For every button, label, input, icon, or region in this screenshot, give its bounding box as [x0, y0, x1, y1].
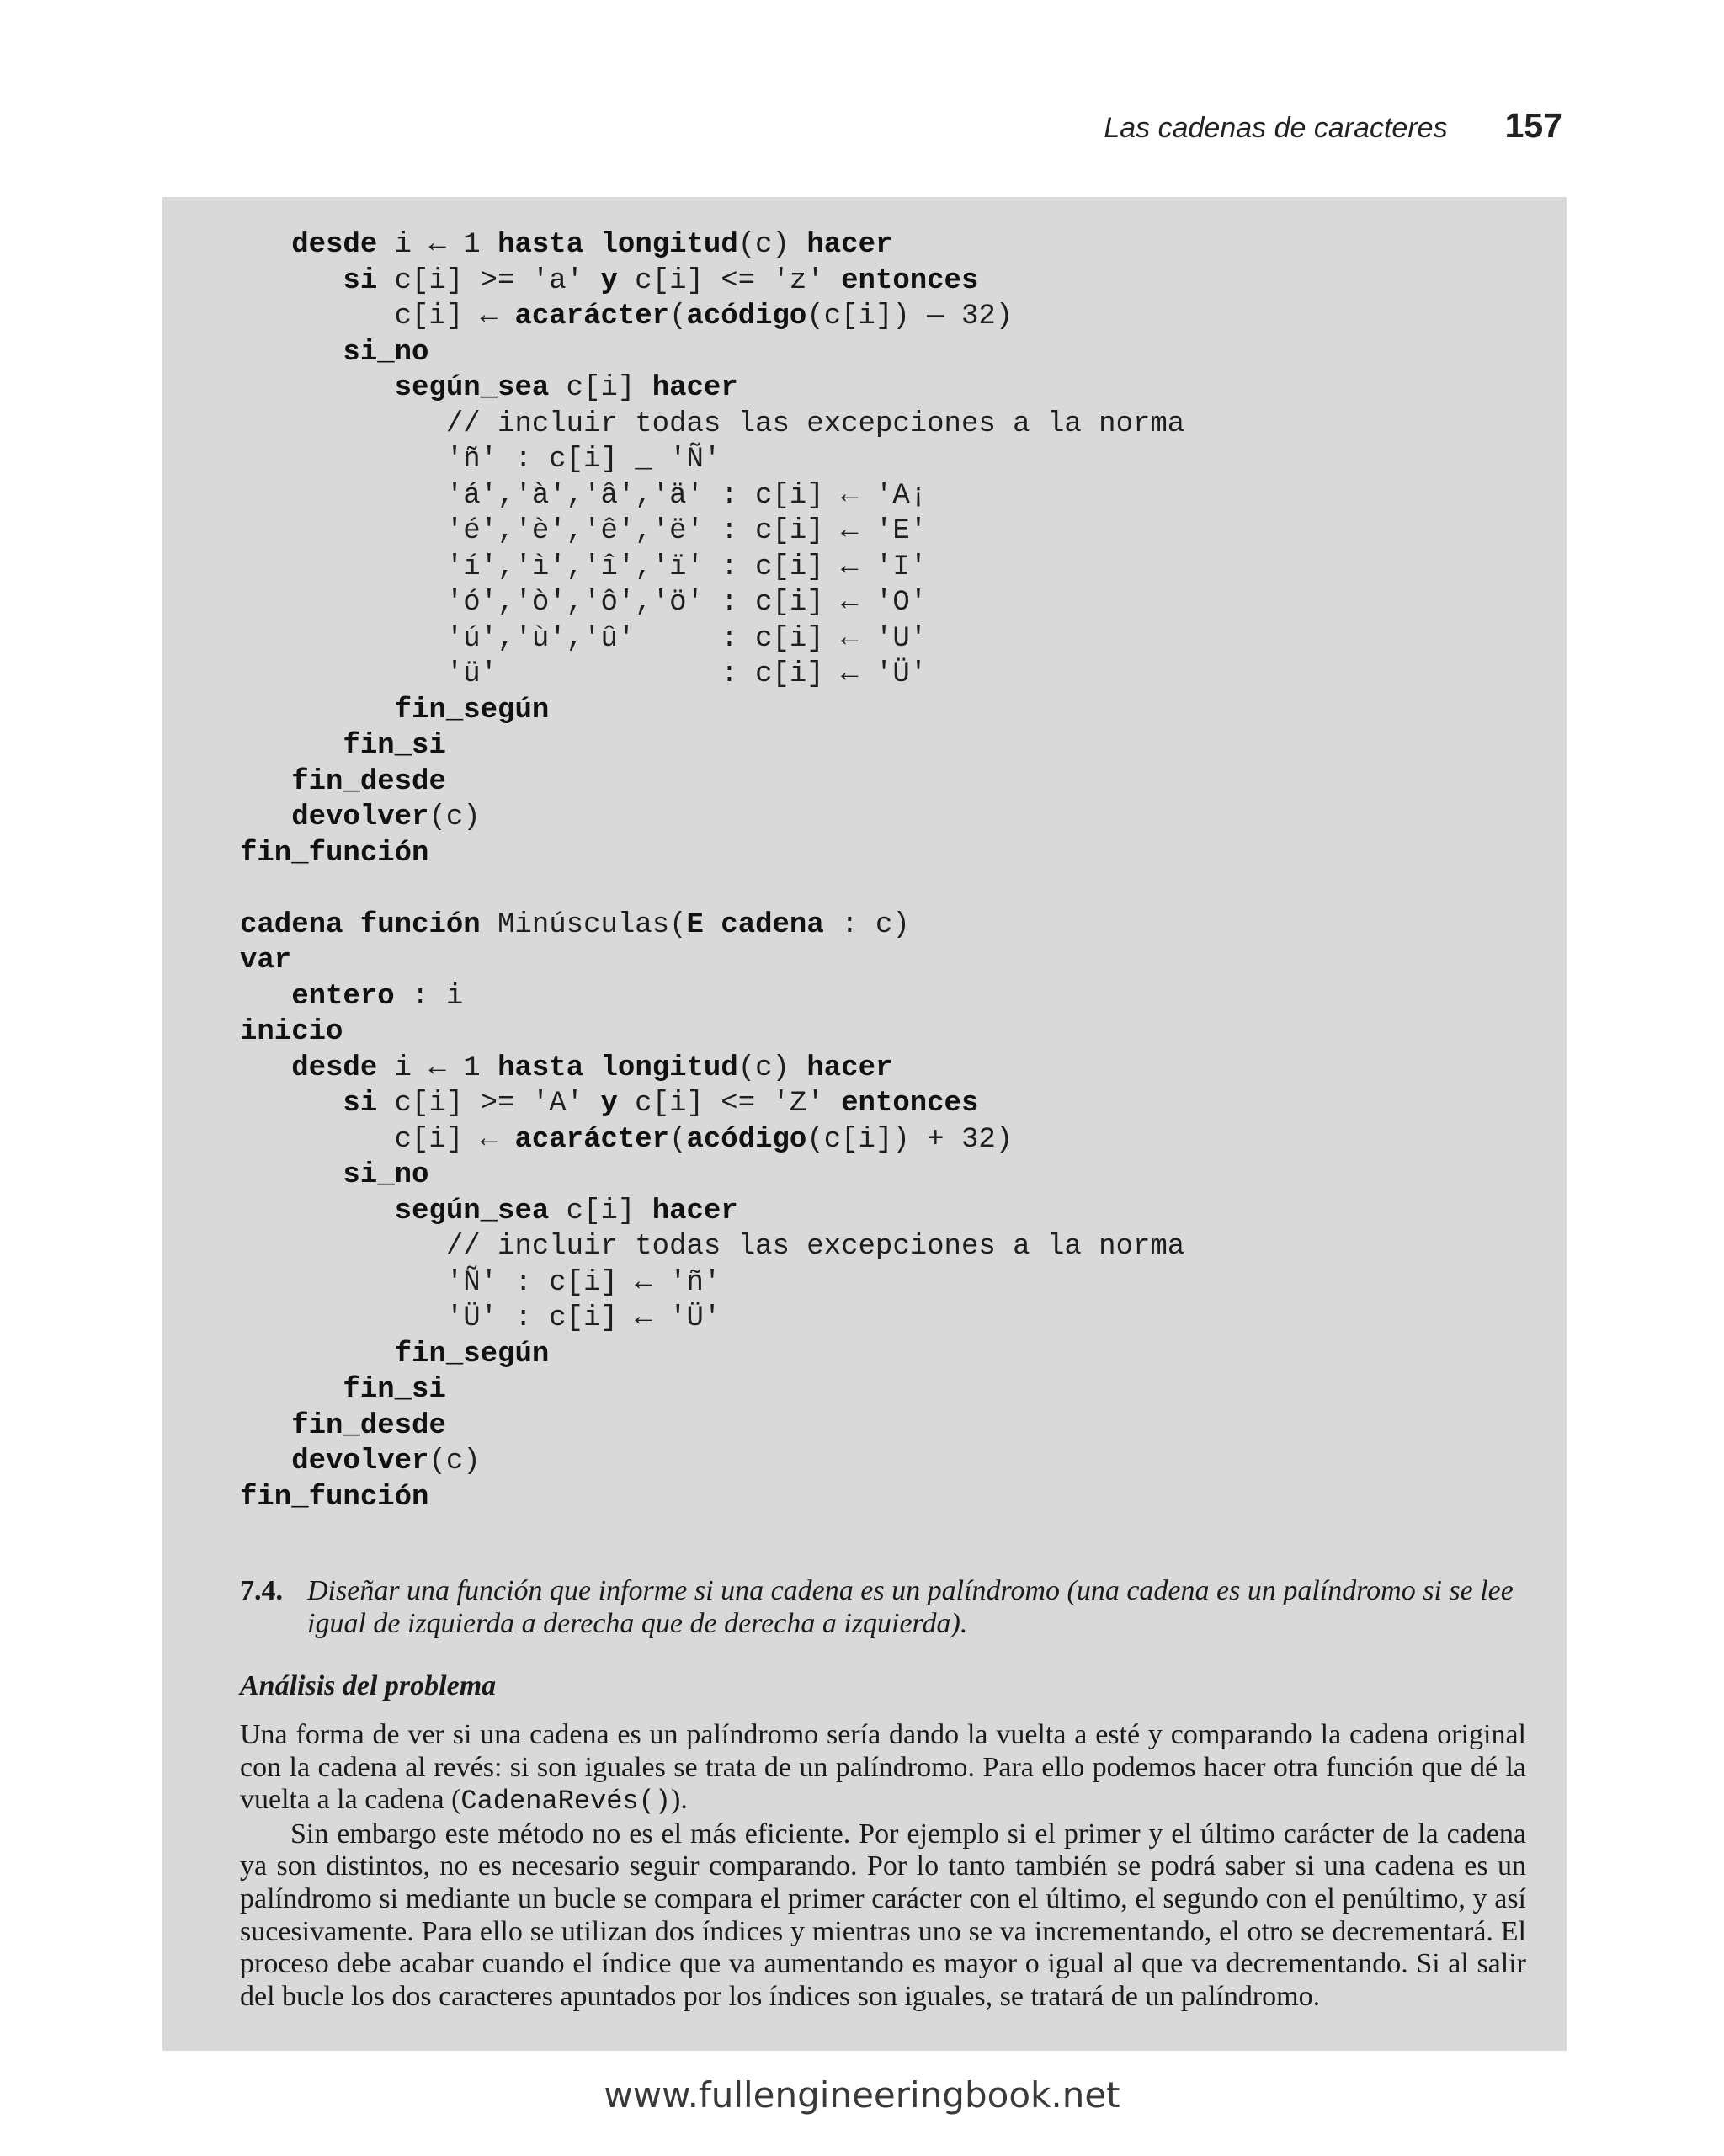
code-keyword: fin_según [394, 1338, 550, 1371]
code-line [240, 550, 1184, 586]
code-line [240, 514, 1184, 550]
pseudocode-block [240, 227, 1184, 1515]
code-text: 'á','à','â','ä' : c[i] ← 'A¡ [240, 479, 928, 512]
code-keyword: según_sea [394, 1195, 550, 1227]
footer-url: www.fullengineeringbook.net [604, 2074, 1120, 2116]
code-keyword: fin_función [240, 1481, 429, 1514]
running-header [1104, 106, 1562, 146]
code-text [240, 1159, 343, 1191]
code-text [240, 1445, 291, 1477]
code-keyword: longitud [600, 1051, 738, 1084]
code-text: : c) [823, 908, 910, 941]
code-text [240, 1052, 291, 1084]
code-text: c[i] >= 'a' [377, 264, 601, 297]
code-keyword: cadena [240, 908, 343, 941]
exercise-statement [240, 1574, 1536, 1640]
code-keyword: entonces [841, 264, 979, 297]
code-line [240, 1229, 1184, 1265]
analysis-paragraph-2: Sin embargo este método no es el más eficiente. Por ejemplo si el primer y el último carácter de la cadena ya son distintos, no es necesario seguir comparando. Por lo tanto también se podrá saber si una cadena es un palíndromo si mediante un bucle se compara el primer carácter con el último, el segundo con el penúltimo, y así sucesivamente. Para ello se utilizan dos índices y mientras uno se va incrementando, el otro se decrementará. El proceso debe acabar cuando el índice que va aumentando es mayor o igual al que va decrementando. Si al salir del bucle los dos caracteres apuntados por los índices son iguales, se tratará de un palíndromo. [240, 1818, 1526, 2012]
analysis-body [240, 1719, 1526, 2013]
analysis-heading: Análisis del problema [240, 1670, 497, 1701]
code-keyword: entero [291, 980, 395, 1013]
code-line [240, 871, 1184, 908]
analysis-p1-text: Una forma de ver si una cadena es un palíndromo sería dando la vuelta a esté y comparando la cadena original con la cadena al revés: si son iguales se trata de un palíndromo. Para ello podemos hacer otra función que dé la vuelta a la cadena ( [240, 1719, 1526, 1816]
code-text: 'é','è','ê','ë' : c[i] ← 'E' [240, 515, 928, 547]
code-keyword: devolver [291, 801, 429, 833]
code-keyword: var [240, 945, 292, 977]
code-text: 'Ü' : c[i] ← 'Ü' [240, 1302, 721, 1334]
exercise-number: 7.4. [240, 1575, 283, 1606]
chapter-title: Las cadenas de caracteres [1104, 112, 1448, 144]
code-keyword: inicio [240, 1016, 343, 1048]
code-keyword: acarácter [514, 301, 670, 333]
code-keyword: hasta [498, 229, 584, 261]
code-text: (c[i]) + 32) [806, 1123, 1014, 1156]
code-text: // incluir todas las excepciones a la norma [240, 407, 1185, 440]
code-keyword: si [343, 264, 378, 297]
code-text [240, 337, 343, 369]
code-line [240, 728, 1184, 764]
code-text [240, 1195, 395, 1227]
code-text: c[i] <= 'z' [617, 264, 842, 297]
code-text: c[i] [549, 1195, 652, 1227]
code-text: 'í','ì','î','ï' : c[i] ← 'I' [240, 551, 928, 583]
code-text: // incluir todas las excepciones a la norma [240, 1231, 1185, 1263]
function-name-code: CadenaRevés() [460, 1786, 672, 1818]
code-keyword: hacer [806, 229, 893, 261]
code-text: c[i] <= 'Z' [617, 1088, 842, 1120]
code-text: (c) [428, 1445, 481, 1477]
code-keyword: hacer [652, 372, 738, 404]
code-line [240, 1301, 1184, 1337]
code-keyword: hacer [806, 1051, 893, 1084]
code-text [343, 909, 359, 941]
code-text [240, 265, 343, 297]
code-line [240, 478, 1184, 514]
code-text: Minúsculas( [480, 908, 687, 941]
code-text: c[i] >= 'A' [377, 1088, 601, 1120]
code-line [240, 335, 1184, 371]
code-keyword: fin_función [240, 837, 429, 870]
code-line [240, 764, 1184, 801]
code-keyword: desde [291, 229, 378, 261]
analysis-p1-end: ). [671, 1784, 688, 1816]
code-text [240, 730, 343, 762]
code-line [240, 1194, 1184, 1230]
code-keyword: acódigo [686, 301, 807, 333]
code-text: 'ó','ò','ô','ö' : c[i] ← 'O' [240, 587, 928, 619]
code-text [240, 801, 291, 833]
code-line [240, 1337, 1184, 1373]
code-line [240, 370, 1184, 407]
code-line [240, 1480, 1184, 1516]
code-keyword: según_sea [394, 372, 550, 404]
code-line [240, 442, 1184, 478]
code-keyword: acódigo [686, 1123, 807, 1156]
code-keyword: devolver [291, 1445, 429, 1477]
code-line [240, 979, 1184, 1015]
code-keyword: si_no [343, 336, 429, 369]
code-line [240, 908, 1184, 944]
code-line [240, 1265, 1184, 1302]
code-text: (c[i]) — 32) [806, 301, 1014, 333]
code-line [240, 227, 1184, 264]
code-keyword: longitud [600, 229, 738, 261]
code-line [240, 800, 1184, 836]
analysis-paragraph-1 [240, 1719, 1526, 1818]
code-line [240, 407, 1184, 443]
code-text: 'ú','ù','û' : c[i] ← 'U' [240, 622, 928, 655]
code-text: ( [669, 1123, 687, 1156]
code-text: 'Ñ' : c[i] ← 'ñ' [240, 1266, 721, 1299]
code-line [240, 1408, 1184, 1445]
code-keyword: fin_desde [291, 765, 446, 798]
code-text [583, 1052, 600, 1084]
code-keyword: fin_si [343, 1374, 446, 1406]
code-text: i ← 1 [377, 229, 498, 261]
code-text [240, 1374, 343, 1406]
code-keyword: si_no [343, 1159, 429, 1191]
code-line [240, 1086, 1184, 1122]
code-text: 'ñ' : c[i] _ 'Ñ' [240, 444, 721, 476]
code-text [240, 981, 291, 1013]
code-text: : i [394, 980, 464, 1013]
code-keyword: fin_si [343, 730, 446, 762]
code-text [240, 695, 395, 727]
code-text: c[i] ← [240, 301, 515, 333]
code-line [240, 299, 1184, 335]
code-text [240, 766, 291, 798]
code-line [240, 657, 1184, 693]
code-line [240, 1444, 1184, 1480]
code-keyword: y [600, 264, 618, 297]
code-keyword: y [600, 1088, 618, 1120]
shaded-panel [162, 197, 1567, 2051]
code-line [240, 1014, 1184, 1051]
code-text [240, 1410, 291, 1442]
code-line [240, 621, 1184, 657]
code-text: c[i] [549, 372, 652, 404]
exercise-text: Diseñar una función que informe si una cadena es un palíndromo (una cadena es un palíndromo si se lee igual de izquierda a derecha que de derecha a izquierda). [307, 1575, 1514, 1639]
code-keyword: fin_según [394, 694, 550, 727]
page-number: 157 [1504, 106, 1562, 145]
code-line [240, 1051, 1184, 1087]
code-line [240, 943, 1184, 979]
code-keyword: entonces [841, 1088, 979, 1120]
code-text: c[i] ← [240, 1123, 515, 1156]
code-keyword: hasta [498, 1051, 584, 1084]
code-line [240, 1372, 1184, 1408]
code-line [240, 693, 1184, 729]
code-text: i ← 1 [377, 1051, 498, 1084]
code-text: (c) [737, 229, 807, 261]
code-line [240, 585, 1184, 621]
code-line [240, 836, 1184, 872]
code-keyword: desde [291, 1051, 378, 1084]
code-keyword: E cadena [686, 908, 824, 941]
code-keyword: función [359, 908, 481, 941]
code-text [240, 372, 395, 404]
code-keyword: fin_desde [291, 1409, 446, 1442]
code-keyword: si [343, 1088, 378, 1120]
code-line [240, 264, 1184, 300]
code-text: (c) [428, 801, 481, 833]
code-line [240, 1122, 1184, 1158]
code-text [240, 1339, 395, 1371]
code-line [240, 1158, 1184, 1194]
code-text: (c) [737, 1051, 807, 1084]
code-text [240, 1088, 343, 1120]
code-keyword: hacer [652, 1195, 738, 1227]
code-text [240, 229, 291, 261]
code-text [583, 229, 600, 261]
code-text: ( [669, 301, 687, 333]
code-keyword: acarácter [514, 1123, 670, 1156]
code-text: 'ü' : c[i] ← 'Ü' [240, 658, 928, 690]
